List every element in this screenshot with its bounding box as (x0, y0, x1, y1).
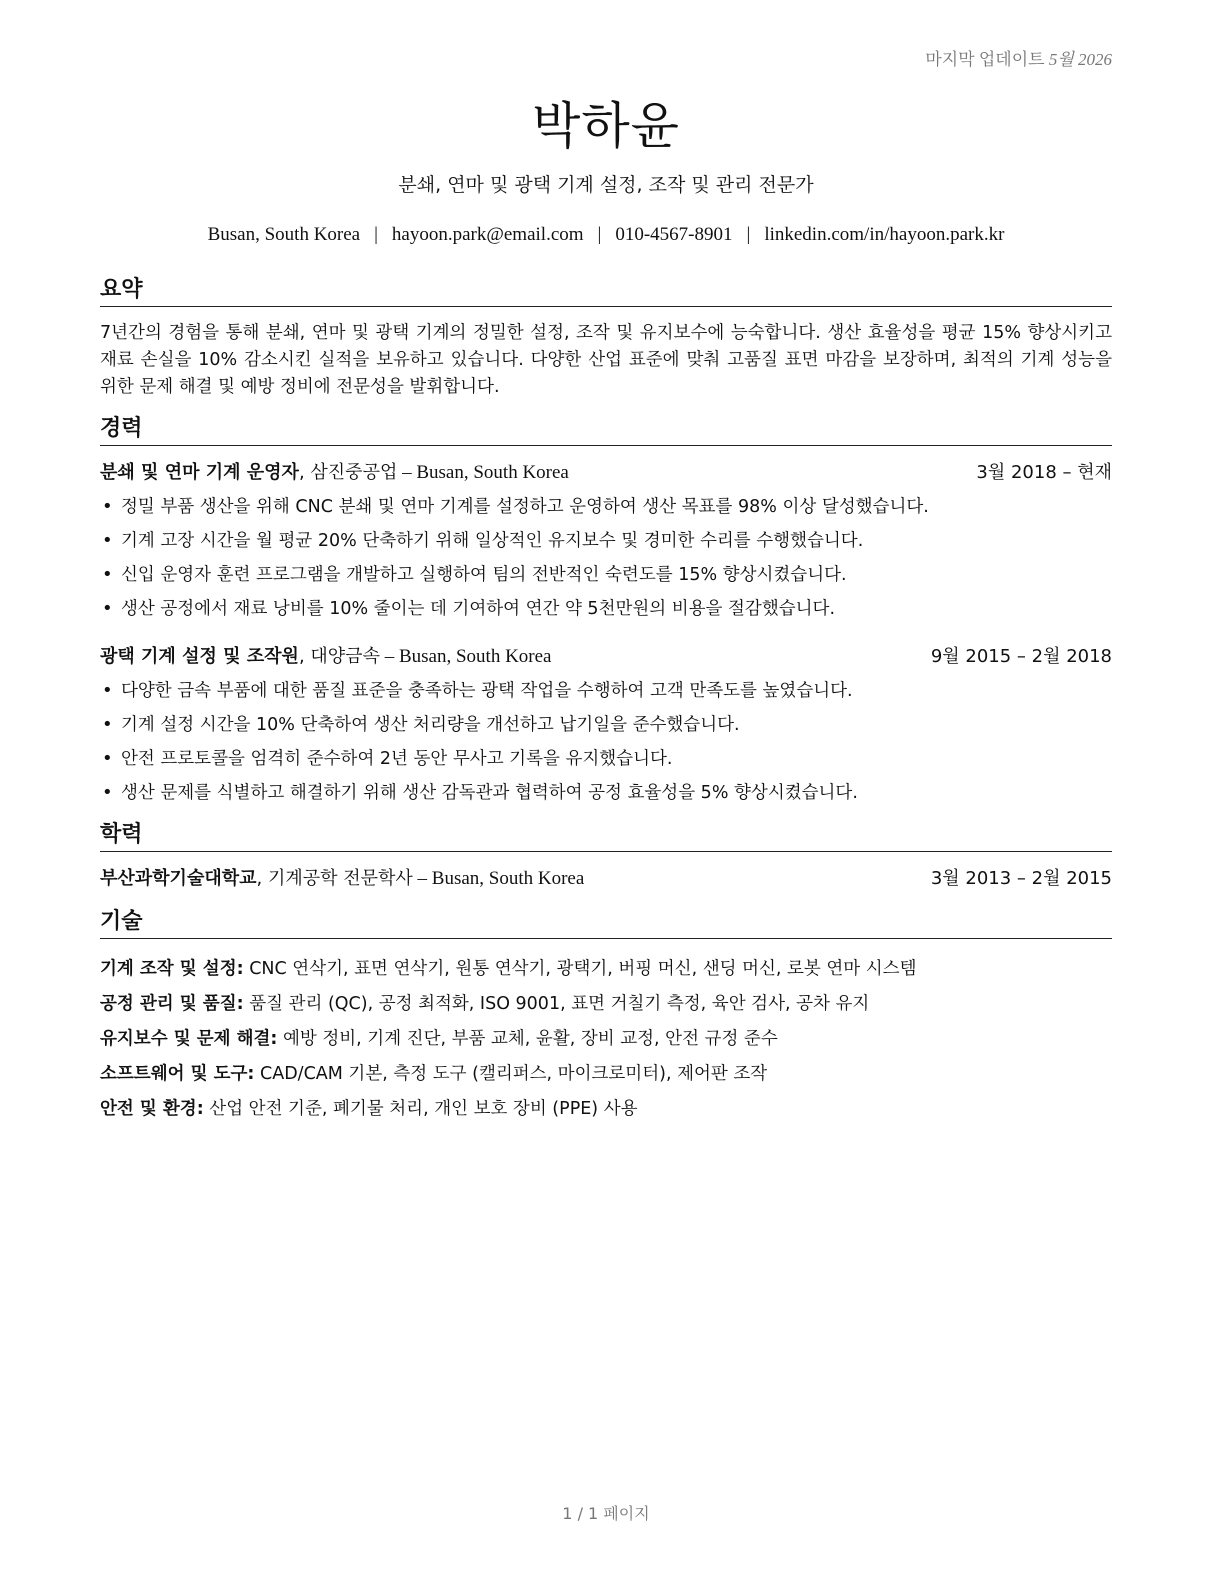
experience-header: 분쇄 및 연마 기계 운영자, 삼진중공업 – Busan, South Korea 3월 2018 – 현재 (100, 460, 1112, 486)
bullet-text: 다양한 금속 부품에 대한 품질 표준을 충족하는 광택 작업을 수행하여 고객 만족도를 높였습니다. (121, 681, 853, 701)
candidate-name: 박하윤 (532, 97, 680, 155)
bullet-icon: • (102, 564, 113, 585)
job-dates: 9월 2015 – 2월 2018 (930, 646, 1112, 667)
list-item (100, 674, 1112, 708)
list-item (100, 558, 1112, 592)
contact-line (100, 224, 1112, 246)
contact-separator: | (597, 224, 602, 245)
contact-separator: | (374, 224, 378, 245)
bullet-icon: • (102, 530, 113, 551)
job-title: 분쇄 및 연마 기계 운영자 (100, 462, 299, 483)
education-degree: 기계공학 전문학사 (267, 868, 413, 889)
skill-category: 유지보수 및 문제 해결: (100, 1029, 278, 1049)
section-title-experience: 경력 (100, 415, 1112, 446)
bullet-icon: • (102, 782, 113, 803)
page-indicator: 1 / 1 페이지 (562, 1504, 650, 1523)
experience-entry (100, 644, 1112, 810)
bullet-text: 생산 공정에서 재료 낭비를 10% 줄이는 데 기여하여 연간 약 5천만원의 비용을 절감했습니다. (121, 599, 836, 619)
job-location: Busan, South Korea (398, 646, 552, 667)
skill-row (100, 1092, 1112, 1127)
candidate-tagline: 분쇄, 연마 및 광택 기계 설정, 조작 및 관리 전문가 (398, 174, 814, 196)
skill-category: 소프트웨어 및 도구: (100, 1064, 255, 1084)
bullet-icon: • (102, 680, 113, 701)
education-location: Busan, South Korea (431, 868, 585, 889)
education-entry: 부산과학기술대학교, 기계공학 전문학사 – Busan, South Korea 3월 2013 – 2월 2015 (100, 866, 1112, 892)
skill-row (100, 1057, 1112, 1092)
job-company: 삼진중공업 (310, 462, 398, 483)
list-item (100, 592, 1112, 626)
bullet-icon: • (102, 496, 113, 517)
bullet-text: 기계 설정 시간을 10% 단축하여 생산 처리량을 개선하고 납기일을 준수했습니다. (121, 715, 740, 735)
last-updated (925, 45, 1112, 70)
skill-items: CNC 연삭기, 표면 연삭기, 원통 연삭기, 광택기, 버핑 머신, 샌딩 머신, 로봇 연마 시스템 (249, 959, 917, 979)
section-title-summary: 요약 (100, 276, 1112, 307)
list-item (100, 742, 1112, 776)
job-company: 대양금속 (310, 646, 380, 667)
bullet-text: 정밀 부품 생산을 위해 CNC 분쇄 및 연마 기계를 설정하고 운영하여 생산 목표를 98% 이상 달성했습니다. (121, 497, 929, 517)
bullet-icon: • (102, 748, 113, 769)
section-title-education: 학력 (100, 821, 1112, 852)
experience-entry (100, 460, 1112, 626)
experience-header: 광택 기계 설정 및 조작원, 대양금속 – Busan, South Korea 9월 2015 – 2월 2018 (100, 644, 1112, 670)
skill-row (100, 952, 1112, 987)
summary-text: 7년간의 경험을 통해 분쇄, 연마 및 광택 기계의 정밀한 설정, 조작 및 유지보수에 능숙합니다. 생산 효율성을 평균 15% 향상시키고 재료 손실을 10% 감소시킨 실적을 보유하고 있습니다. 다양한 산업 표준에 맞춰 고품질 표면 마감을 보장하며, 최적의 기계 성능을 위한 문제 해결 및 예방 정비에 전문성을 발휘합니다. (100, 323, 1112, 397)
contact-phone: 010-4567-8901 (615, 224, 733, 245)
section-title-skills: 기술 (100, 908, 1112, 939)
list-item (100, 524, 1112, 558)
list-item (100, 708, 1112, 742)
skill-category: 공정 관리 및 품질: (100, 994, 244, 1014)
education-school: 부산과학기술대학교 (100, 868, 257, 889)
last-updated-value: 5월 2026 (1048, 50, 1112, 69)
job-title: 광택 기계 설정 및 조작원 (100, 646, 299, 667)
education-dates: 3월 2013 – 2월 2015 (930, 868, 1112, 889)
list-item (100, 490, 1112, 524)
contact-separator: | (746, 224, 751, 245)
bullet-text: 기계 고장 시간을 월 평균 20% 단축하기 위해 일상적인 유지보수 및 경미한 수리를 수행했습니다. (121, 531, 864, 551)
contact-location: Busan, South Korea (207, 224, 361, 245)
contact-linkedin[interactable]: linkedin.com/in/hayoon.park.kr (764, 224, 1005, 245)
skill-items: 산업 안전 기준, 폐기물 처리, 개인 보호 장비 (PPE) 사용 (209, 1099, 638, 1119)
job-bullet-list (100, 490, 1112, 626)
skill-row (100, 987, 1112, 1022)
skill-items: 예방 정비, 기계 진단, 부품 교체, 윤활, 장비 교정, 안전 규정 준수 (283, 1029, 778, 1049)
job-location: Busan, South Korea (416, 462, 569, 483)
skills-list (100, 952, 1112, 1127)
bullet-icon: • (102, 714, 113, 735)
skill-items: CAD/CAM 기본, 측정 도구 (캘리퍼스, 마이크로미터), 제어판 조작 (260, 1064, 768, 1084)
bullet-text: 생산 문제를 식별하고 해결하기 위해 생산 감독관과 협력하여 공정 효율성을 5% 향상시켰습니다. (121, 783, 858, 803)
bullet-text: 안전 프로토콜을 엄격히 준수하여 2년 동안 무사고 기록을 유지했습니다. (121, 749, 673, 769)
resume-page (100, 0, 1112, 1584)
skill-items: 품질 관리 (QC), 공정 최적화, ISO 9001, 표면 거칠기 측정, 육안 검사, 공차 유지 (249, 994, 870, 1014)
bullet-text: 신입 운영자 훈련 프로그램을 개발하고 실행하여 팀의 전반적인 숙련도를 15% 향상시켰습니다. (121, 565, 847, 585)
contact-email[interactable]: hayoon.park@email.com (391, 224, 584, 245)
skill-category: 기계 조작 및 설정: (100, 959, 244, 979)
bullet-icon: • (102, 598, 113, 619)
job-dates: 3월 2018 – 현재 (976, 462, 1112, 483)
skill-row (100, 1022, 1112, 1057)
last-updated-label: 마지막 업데이트 (925, 50, 1045, 69)
job-bullet-list (100, 674, 1112, 810)
list-item (100, 776, 1112, 810)
skill-category: 안전 및 환경: (100, 1099, 204, 1119)
